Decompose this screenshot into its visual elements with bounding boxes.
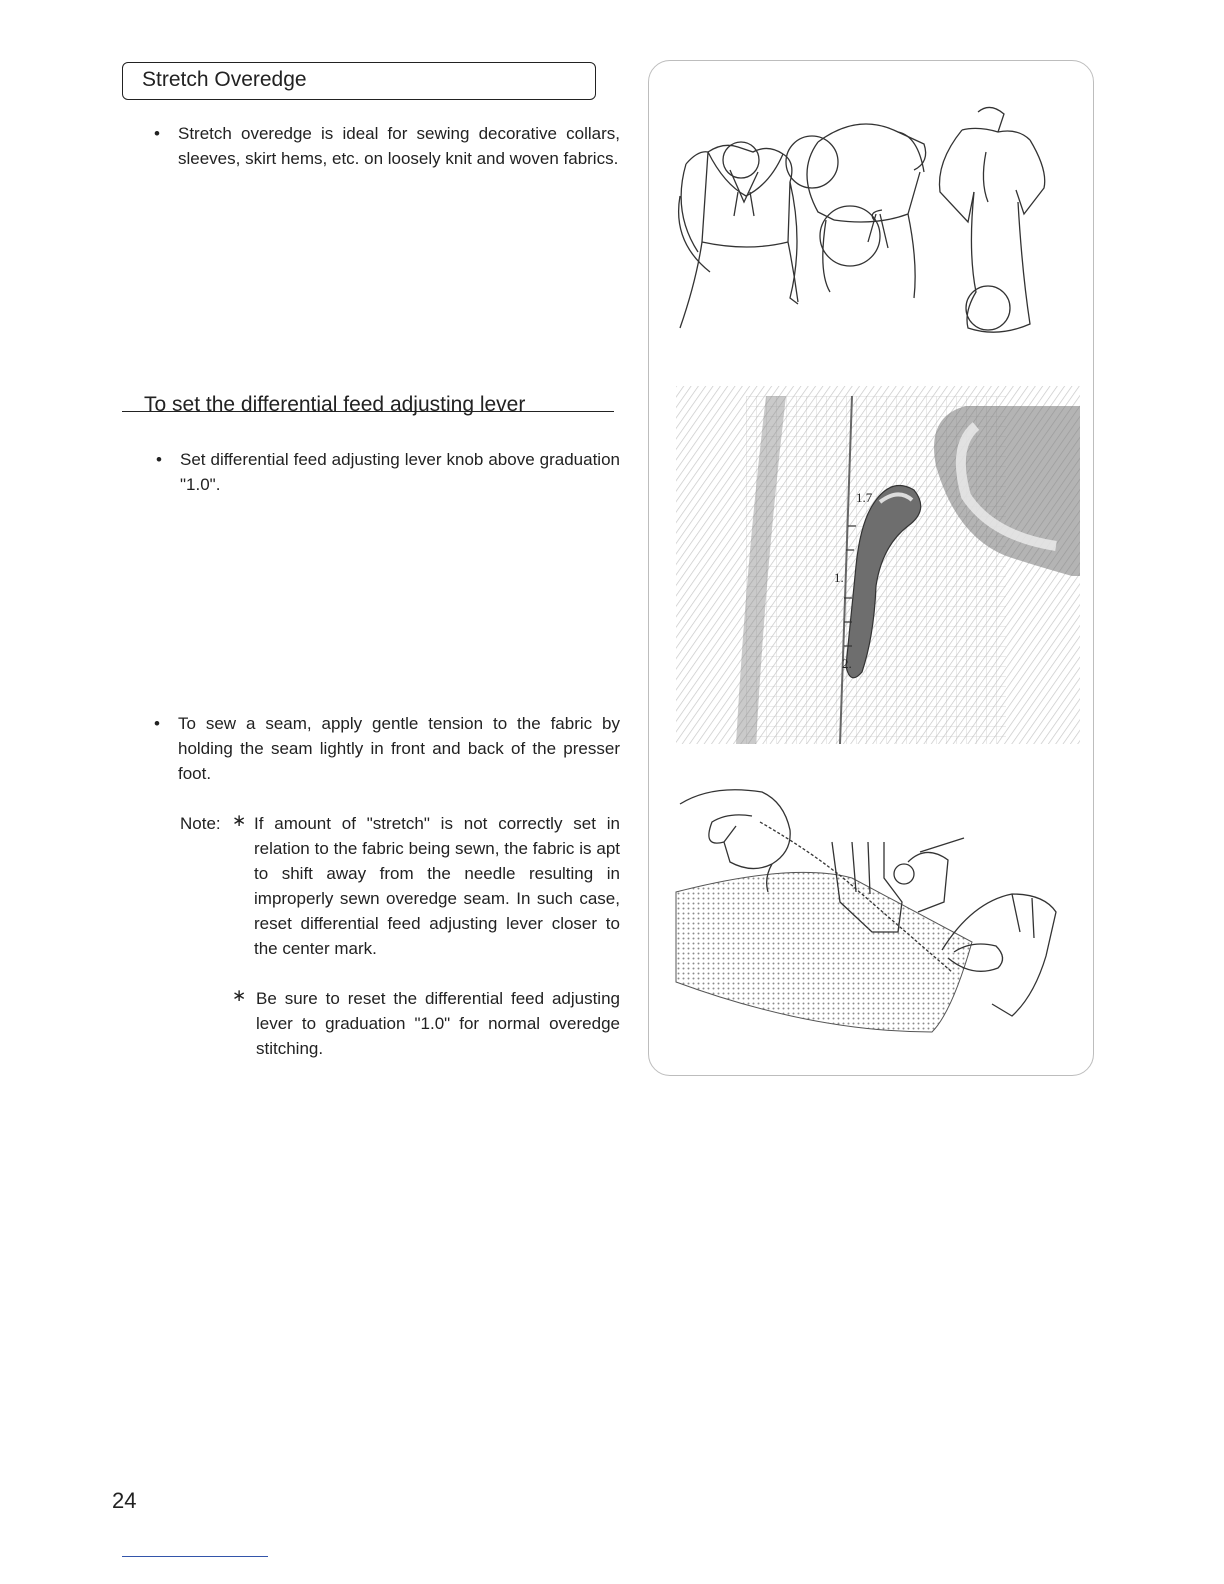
scale-label: 2.: [842, 656, 852, 671]
scale-label: 1.7: [856, 490, 873, 505]
note-marker-1: ∗: [232, 811, 247, 830]
seam-bullet-text: To sew a seam, apply gentle tension to the fabric by holding the seam lightly in front and back of the presser foot.: [178, 714, 620, 783]
scale-label: 1.: [834, 570, 844, 585]
note-label: Note:: [180, 814, 221, 833]
page-number: 24: [112, 1488, 137, 1513]
lever-bullet: [156, 447, 620, 497]
seam-bullet: [154, 711, 620, 786]
note-item-2: Be sure to reset the differential feed adjusting lever to graduation "1.0" for normal overedge stitching.: [256, 989, 620, 1058]
garment-sketches-icon: [668, 92, 1074, 354]
intro-bullet-text: Stretch overedge is ideal for sewing decorative collars, sleeves, skirt hems, etc. on loosely knit and woven fabrics.: [178, 124, 620, 168]
subheading: To set the differential feed adjusting lever: [144, 393, 526, 416]
intro-bullet: [154, 121, 620, 171]
lever-bullet-text: Set differential feed adjusting lever knob above graduation "1.0".: [180, 450, 620, 494]
differential-feed-lever-icon: [676, 386, 1080, 744]
bullet-icon: •: [156, 450, 162, 469]
note-marker-2: ∗: [232, 986, 247, 1005]
bullet-icon: •: [154, 714, 160, 733]
bullet-icon: •: [154, 124, 160, 143]
footer-rule: [122, 1556, 268, 1557]
hands-guiding-fabric-icon: [672, 782, 1084, 1042]
note-item-1: If amount of "stretch" is not correctly set in relation to the fabric being sewn, the fabric is apt to shift away from the needle resulting in improperly sewn overedge seam. In such case, reset differential feed adjusting lever closer to the center mark.: [254, 814, 620, 958]
section-title: Stretch Overedge: [142, 68, 307, 91]
